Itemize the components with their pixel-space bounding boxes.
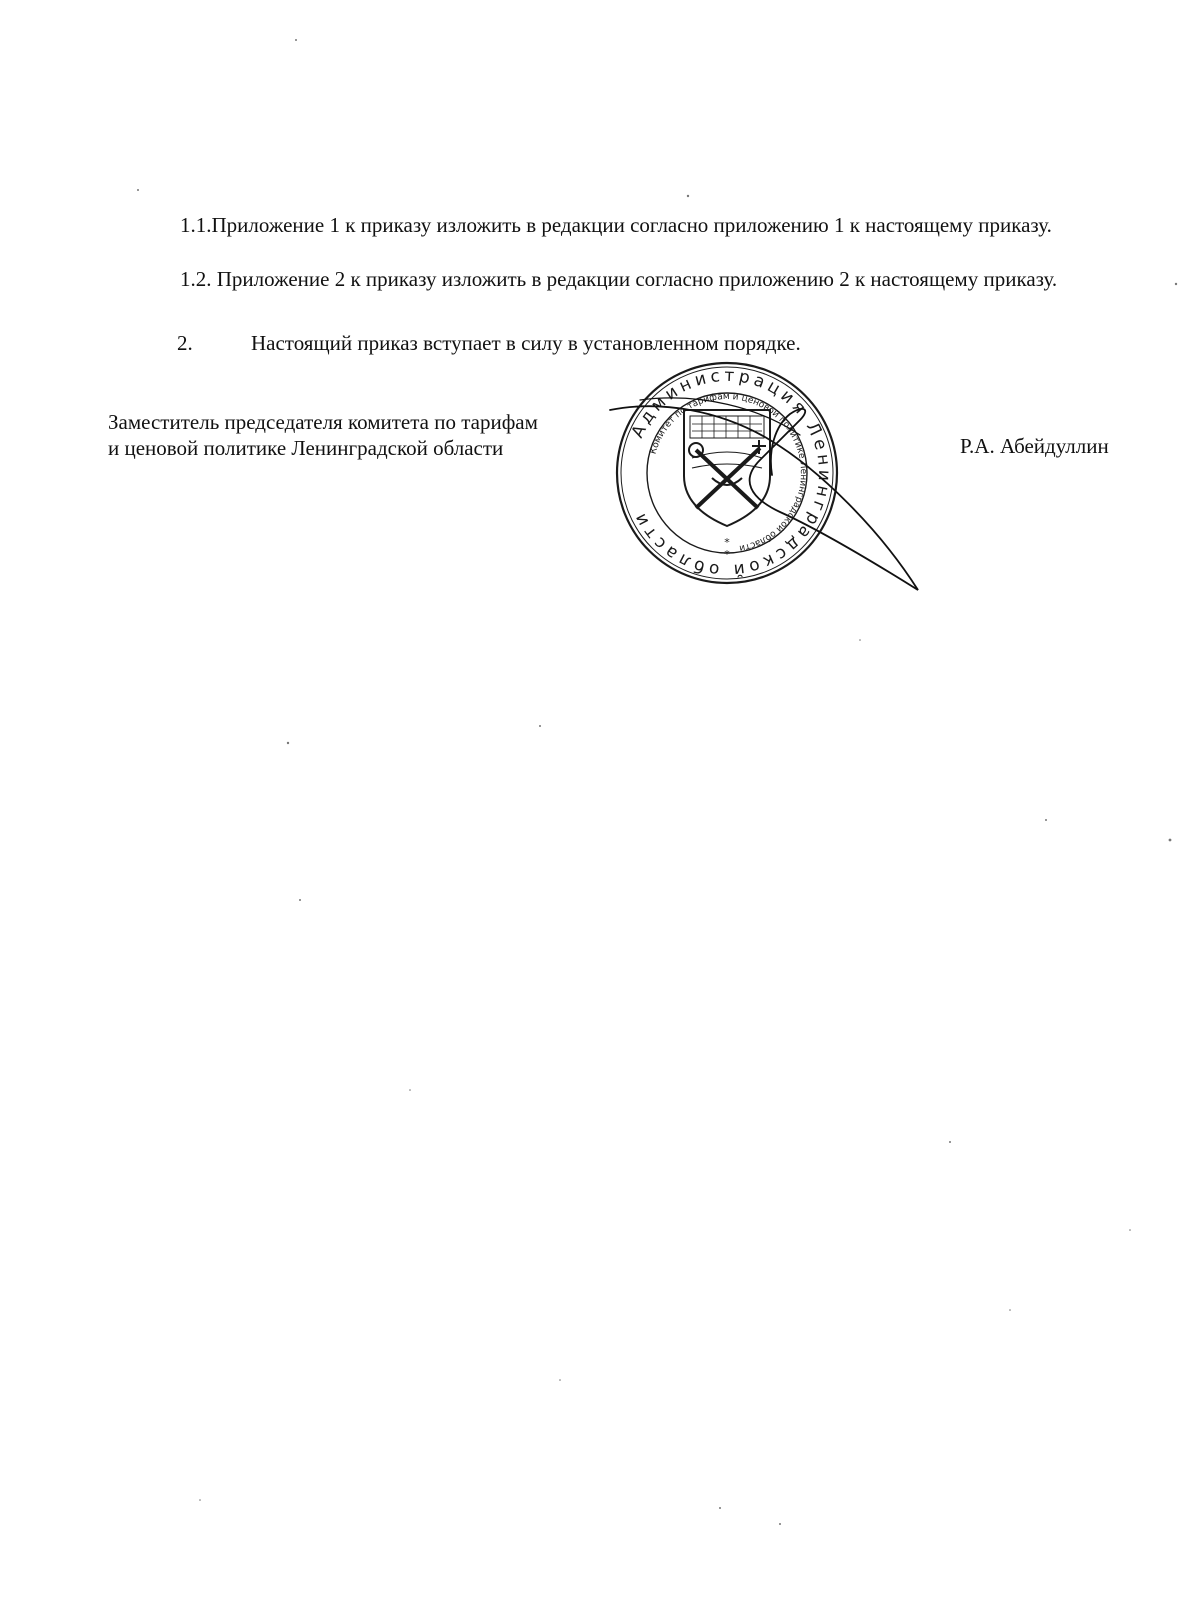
paragraph-1-2 bbox=[108, 266, 1148, 292]
signer-position bbox=[108, 409, 538, 461]
paragraph-1-1-text: 1.1.Приложение 1 к приказу изложить в редакции согласно приложению 1 к настоящему приказу. bbox=[180, 213, 1052, 237]
paragraph-1-2-text: 1.2. Приложение 2 к приказу изложить в редакции согласно приложению 2 к настоящему приказу. bbox=[180, 267, 1058, 291]
svg-text:Администрация Ленинградской об: Администрация Ленинградской области bbox=[627, 365, 835, 581]
svg-text:*: * bbox=[724, 548, 730, 561]
signer-position-line-1: Заместитель председателя комитета по тарифам bbox=[108, 410, 538, 434]
paragraph-2 bbox=[177, 330, 801, 356]
svg-text:Комитет по тарифам и ценовой п: Комитет по тарифам и ценовой политике Ленинградской области bbox=[648, 391, 809, 553]
paragraph-2-text: Настоящий приказ вступает в силу в установленном порядке. bbox=[251, 331, 801, 355]
signer-name: Р.А. Абейдуллин bbox=[960, 434, 1109, 458]
paragraph-1-1 bbox=[108, 212, 1148, 238]
paragraph-2-number: 2. bbox=[177, 331, 193, 355]
handwritten-signature bbox=[600, 380, 960, 620]
svg-text:*: * bbox=[724, 536, 730, 549]
signer-position-line-2: и ценовой политике Ленинградской области bbox=[108, 436, 504, 460]
